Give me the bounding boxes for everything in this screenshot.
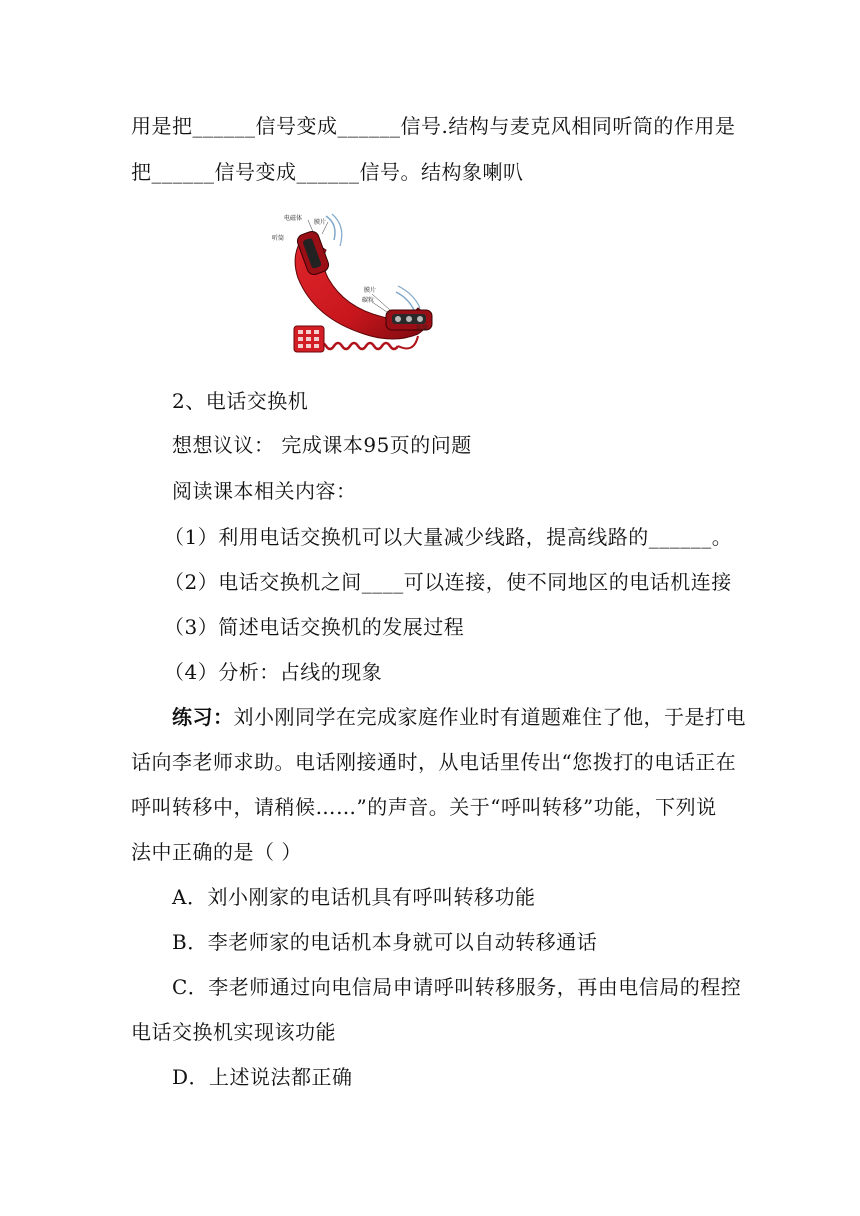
label-diaphragm-bottom: 膜片 xyxy=(364,287,377,294)
label-earpiece: 听筒 xyxy=(272,235,285,242)
exercise-text-1: 刘小刚同学在完成家庭作业时有道题难住了他，于是打电 xyxy=(233,705,746,729)
question-4: （4）分析：占线的现象 xyxy=(164,660,383,684)
question-3: （3）简述电话交换机的发展过程 xyxy=(164,615,465,639)
option-d: D．上述说法都正确 xyxy=(172,1065,353,1089)
option-b: B．李老师家的电话机本身就可以自动转移通话 xyxy=(172,930,598,954)
option-a: A．刘小刚家的电话机具有呼叫转移功能 xyxy=(172,885,536,909)
reading-prompt: 阅读课本相关内容： xyxy=(172,479,357,503)
think-discuss: 想想议议： 完成课本95页的问题 xyxy=(172,433,472,457)
label-carbon: 碳粒 xyxy=(362,297,375,304)
label-mouthpiece: 话筒 xyxy=(416,325,429,332)
section-title-exchange: 2、电话交换机 xyxy=(172,389,309,413)
exercise-line-2: 话向李老师求助。电话刚接通时，从电话里传出“您拨打的电话正在 xyxy=(131,750,737,774)
question-2: （2）电话交换机之间____可以连接，使不同地区的电话机连接 xyxy=(164,570,732,594)
option-c-line-1: C．李老师通过向电信局申请呼叫转移服务，再由电信局的程控 xyxy=(172,975,742,999)
label-diaphragm-top: 膜片 xyxy=(314,219,327,226)
option-c-line-2: 电话交换机实现该功能 xyxy=(131,1020,336,1044)
label-electromagnet: 电磁体 xyxy=(284,215,303,222)
exercise-line-3: 呼叫转移中，请稍候……”的声音。关于“呼叫转移”功能，下列说 xyxy=(131,795,717,819)
question-1: （1）利用电话交换机可以大量减少线路，提高线路的______。 xyxy=(164,525,733,549)
exercise-line-1 xyxy=(172,704,746,730)
exercise-label: 练习： xyxy=(172,705,234,729)
telephone-handset-figure xyxy=(268,206,440,370)
exercise-line-4: 法中正确的是（ ） xyxy=(131,840,302,864)
text-line-1: 用是把______信号变成______信号.结构与麦克风相同听筒的作用是 xyxy=(131,114,736,138)
text-line-2: 把______信号变成______信号。结构象喇叭 xyxy=(131,160,524,184)
telephone-handset-illustration xyxy=(268,206,440,370)
